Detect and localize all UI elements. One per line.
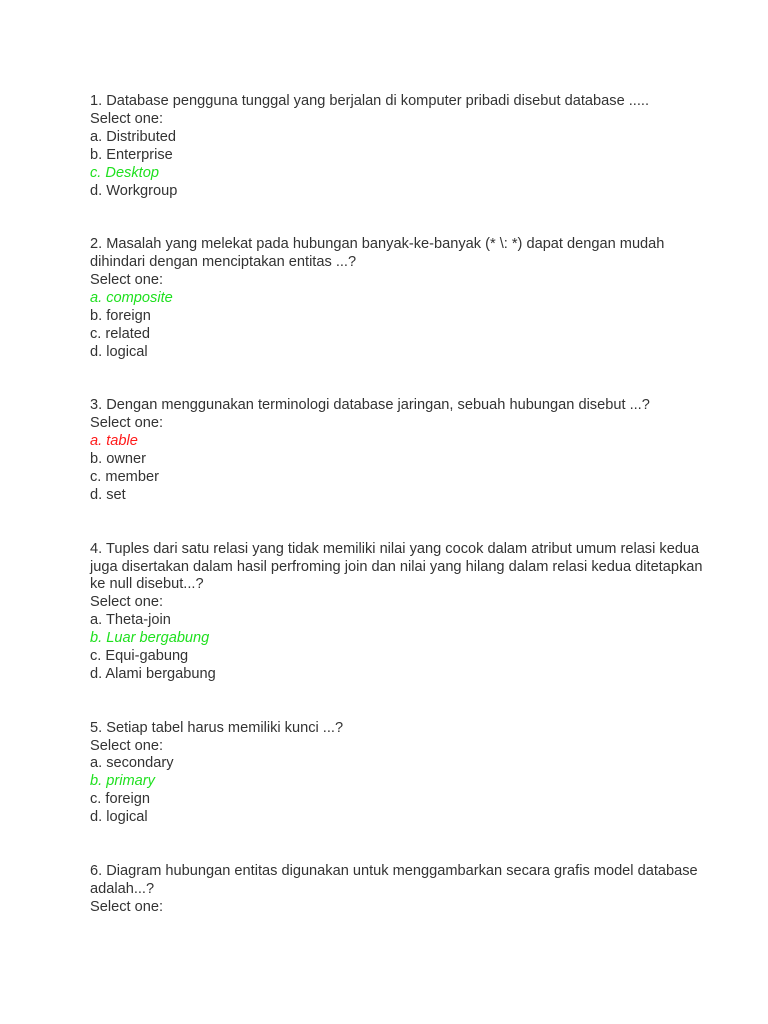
question-2 — [90, 236, 710, 361]
option-d: d. Alami bergabung — [90, 665, 216, 682]
question-text: 6. Diagram hubungan entitas digunakan untuk menggambarkan secara grafis model database adalah...? — [90, 862, 698, 897]
select-one-label: Select one: — [90, 415, 164, 432]
option-b: b. foreign — [90, 307, 151, 324]
question-text: 5. Setiap tabel harus memiliki kunci ...? — [90, 719, 344, 736]
option-c: c. Equi-gabung — [90, 648, 189, 665]
option-a: a. secondary — [90, 755, 174, 772]
option-b-correct: b. Luar bergabung — [90, 630, 210, 647]
question-4 — [90, 541, 710, 684]
question-5 — [90, 720, 710, 827]
select-one-label: Select one: — [90, 737, 164, 754]
option-c: c. related — [90, 325, 151, 342]
option-a: a. Theta-join — [90, 612, 171, 629]
question-text: 4. Tuples dari satu relasi yang tidak memiliki nilai yang cocok dalam atribut umum relasi kedua juga disertakan dalam hasil perfroming join dan nilai yang hilang dalam relasi kedua ditetapkan ke null disebut...? — [90, 540, 703, 593]
option-b: b. Enterprise — [90, 146, 173, 163]
option-a: a. Distributed — [90, 128, 176, 145]
question-1 — [90, 93, 710, 200]
select-one-label: Select one: — [90, 594, 164, 611]
option-d: d. logical — [90, 343, 148, 360]
option-a-correct: a. composite — [90, 289, 173, 306]
option-c-correct: c. Desktop — [90, 164, 159, 181]
option-d: d. Workgroup — [90, 182, 178, 199]
option-b: b. owner — [90, 451, 146, 468]
select-one-label: Select one: — [90, 110, 164, 127]
option-c: c. member — [90, 469, 159, 485]
option-b-correct: b. primary — [90, 773, 155, 790]
question-text: 3. Dengan menggunakan terminologi database jaringan, sebuah hubungan disebut ...? — [90, 397, 650, 414]
question-3 — [90, 397, 710, 504]
select-one-label: Select one: — [90, 898, 164, 915]
question-6 — [90, 863, 710, 917]
option-d: d. logical — [90, 809, 148, 826]
option-c: c. foreign — [90, 791, 151, 808]
option-a-wrong: a. table — [90, 433, 138, 450]
option-d: d. set — [90, 486, 126, 503]
question-text: 1. Database pengguna tunggal yang berjalan di komputer pribadi disebut database ..... — [90, 93, 650, 109]
quiz-document — [90, 93, 710, 952]
select-one-label: Select one: — [90, 272, 164, 289]
question-text: 2. Masalah yang melekat pada hubungan banyak-ke-banyak (* \: *) dapat dengan mudah dihindari dengan menciptakan entitas ...? — [90, 236, 665, 271]
